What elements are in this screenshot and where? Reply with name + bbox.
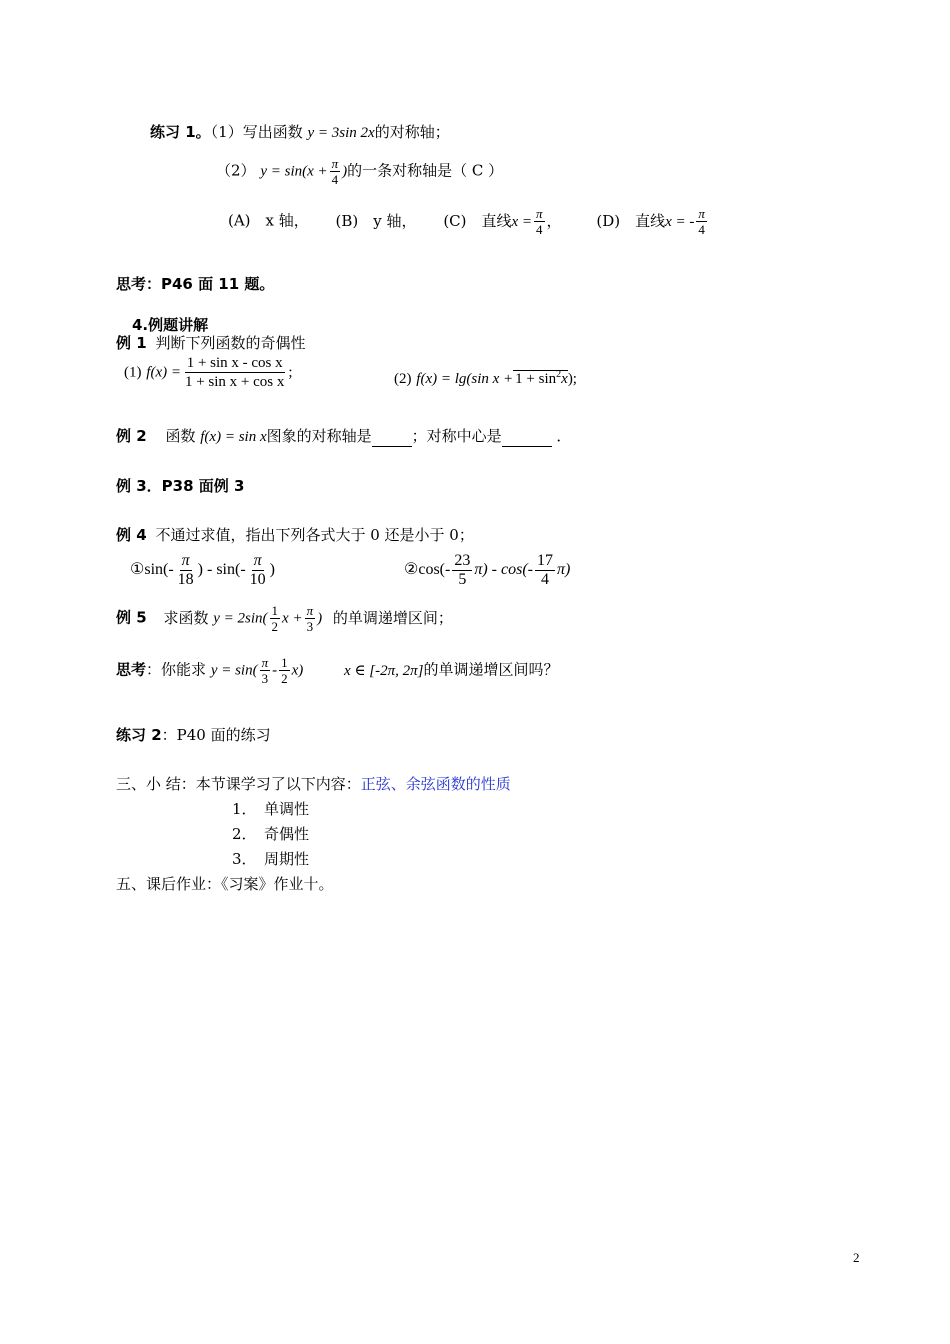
exercise-2: 练习 2：P40 面的练习 [116, 726, 271, 744]
summary-item: 1． 单调性 [232, 800, 310, 818]
summary-highlight: 正弦、余弦函数的性质 [360, 775, 511, 793]
example-1-formula-1: (1) f(x) = $\frac{\text{1 + sin x - cos x}}{\text{1 + sin x + cos x}}$ ; [124, 355, 293, 390]
fraction: $\frac{\pi}{4}$ [331, 156, 339, 187]
example-2: 例 2 函数 f(x) = sin x图象的对称轴是 ；对称中心是 ． [116, 427, 572, 445]
answer-blank [372, 426, 412, 447]
exercise-1-part1: 练习 1。（1）写出函数 y = 3sin 2x的对称轴； [150, 123, 450, 141]
sqrt: $1 + \sin^2x$ [515, 369, 568, 387]
page-number: 2 [853, 1250, 860, 1265]
answer-blank [502, 426, 552, 447]
option-a: (A) x 轴， [228, 211, 309, 230]
example-5: 例 5 求函数 y = 2sin( $\frac{1}{2}$ x + $\frac{\pi}{3}$ ) 的单调递增区间； [116, 603, 453, 634]
summary-heading: 三、小 结：本节课学习了以下内容：正弦、余弦函数的性质 [116, 775, 511, 793]
option-c: (C) 直线x = $\frac{\pi}{4}$ ， [443, 206, 562, 237]
option-b: (B) y 轴， [335, 211, 417, 230]
example-4-q1: ①sin(- $\frac{\pi}{18}$ ) - sin(- $\frac{\pi}{10}$ ) [130, 552, 275, 588]
example-4-q2: ②cos(- $\frac{23}{5}$ π) - cos(- $\frac{17}{4}$ π) [404, 552, 571, 588]
exercise-1-part2: （2） y = sin(x + $\frac{\pi}{4}$ )的一条对称轴是（ C ） [216, 156, 504, 187]
section-4-heading: 4.例题讲解 [132, 316, 209, 334]
example-1-heading: 例 1 判断下列函数的奇偶性 [116, 334, 306, 352]
summary-item: 2． 奇偶性 [232, 825, 310, 843]
fraction: $\frac{\text{1 + sin x - cos x}}{\text{1 + sin x + cos x}}$ [184, 355, 285, 390]
summary-item: 3． 周期性 [232, 850, 310, 868]
example-4-heading: 例 4 不通过求值，指出下列各式大于 0 还是小于 0； [116, 526, 474, 544]
exercise-1-options [228, 206, 709, 237]
exercise-1-label: 练习 1。 [150, 123, 211, 141]
example-3: 例 3．P38 面例 3 [116, 477, 245, 495]
example-1-formula-2: (2) f(x) = lg(sin $x + 1 + \sin^2x$); [394, 369, 577, 387]
math-expression: y = 3sin 2x [307, 125, 375, 141]
option-d: (D) 直线x = - $\frac{\pi}{4}$ [596, 206, 705, 237]
homework: 五、课后作业：《习案》作业十。 [116, 875, 334, 893]
think-1: 思考：P46 面 11 题。 [116, 275, 275, 293]
think-2: 思考：你能求 y = sin( $\frac{\pi}{3}$ - $\frac{1}{2}$ x) x ∈ [-2π, 2π]的单调递增区间吗？ [116, 655, 559, 686]
